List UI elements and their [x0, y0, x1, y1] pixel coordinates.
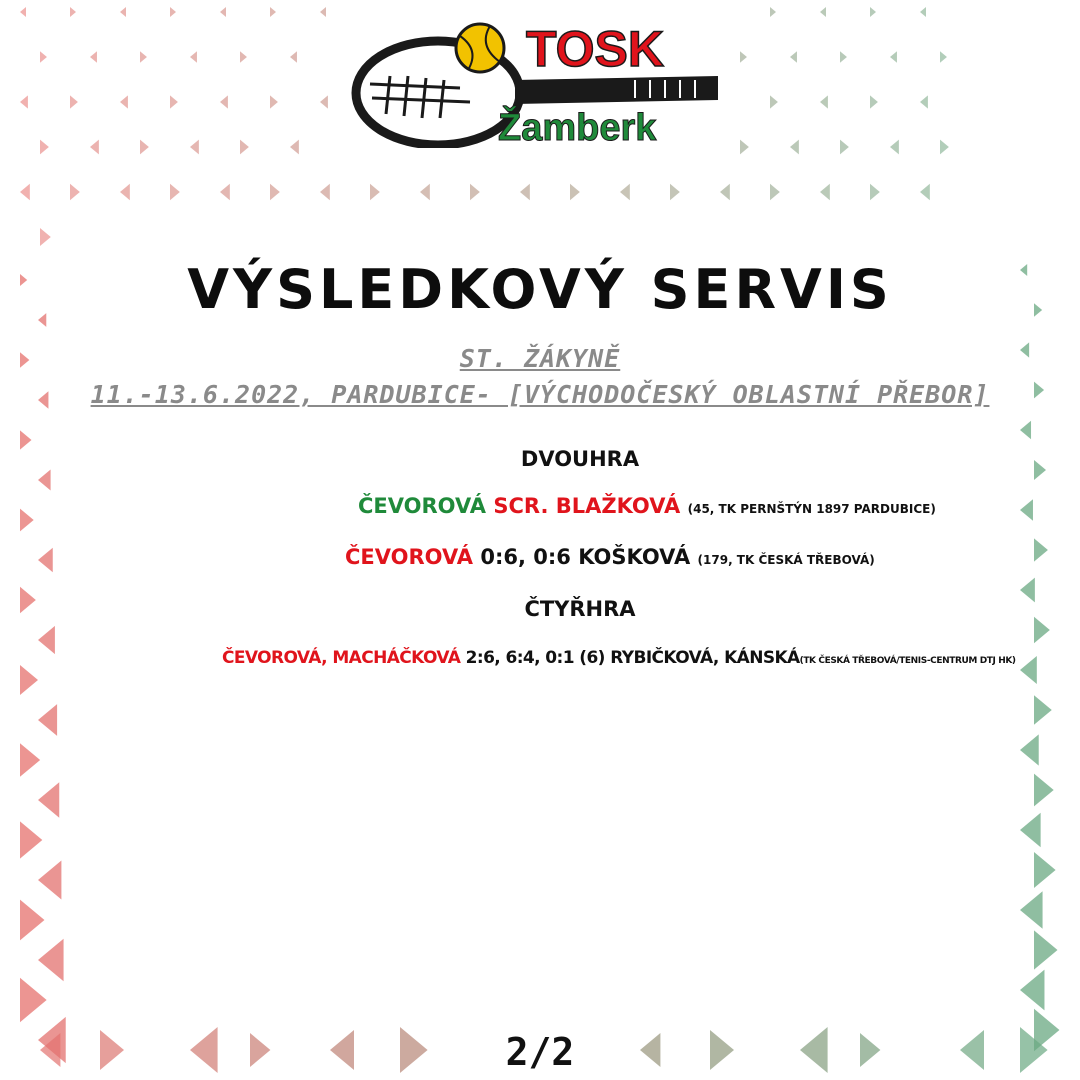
- decor-triangle: [220, 95, 228, 108]
- decor-triangle: [38, 704, 57, 736]
- category-subtitle: ST. ŽÁKYNĚ: [459, 344, 621, 373]
- decor-triangle: [670, 184, 680, 200]
- decor-triangle: [740, 51, 747, 63]
- match-opponents: RYBIČKOVÁ, KÁNSKÁ: [610, 648, 800, 668]
- match-opponent: KOŠKOVÁ: [578, 545, 691, 569]
- decor-triangle: [90, 140, 99, 155]
- decor-triangle: [20, 430, 32, 449]
- decor-triangle: [1020, 499, 1033, 521]
- decor-triangle: [820, 95, 828, 108]
- decor-triangle: [40, 140, 49, 155]
- decor-triangle: [240, 51, 247, 63]
- decor-triangle: [320, 184, 330, 200]
- decor-triangle: [70, 184, 80, 200]
- decor-triangle: [520, 184, 530, 200]
- match-result: 0:6, 0:6: [480, 545, 571, 569]
- decor-triangle: [420, 184, 430, 200]
- decor-triangle: [1020, 970, 1044, 1011]
- decor-triangle: [120, 7, 126, 17]
- decor-triangle: [1020, 813, 1041, 847]
- decor-triangle: [840, 140, 849, 155]
- decor-triangle: [20, 978, 47, 1022]
- decor-triangle: [20, 743, 40, 777]
- decor-triangle: [40, 228, 51, 246]
- decor-triangle: [870, 184, 880, 200]
- decor-triangle: [920, 184, 930, 200]
- match-player: ČEVOROVÁ: [358, 494, 487, 518]
- decor-triangle: [820, 184, 830, 200]
- logo-name: TOSK: [526, 21, 664, 77]
- decor-triangle: [920, 7, 926, 17]
- decor-triangle: [1034, 852, 1056, 888]
- decor-triangle: [20, 900, 44, 941]
- decor-triangle: [90, 51, 97, 63]
- decor-triangle: [270, 184, 280, 200]
- singles-match-2: [345, 545, 875, 569]
- decor-triangle: [1034, 774, 1054, 807]
- opponent-info: (179, TK ČESKÁ TŘEBOVÁ): [697, 553, 875, 567]
- decor-triangle: [790, 140, 799, 155]
- decor-triangle: [120, 95, 128, 108]
- decor-triangle: [470, 184, 480, 200]
- logo-town: Žamberk: [498, 107, 657, 148]
- decor-triangle: [140, 51, 147, 63]
- decor-triangle: [1020, 891, 1043, 929]
- page-title: VÝSLEDKOVÝ SERVIS: [187, 258, 893, 321]
- decor-triangle: [720, 184, 730, 200]
- match-result: SCR.: [493, 494, 549, 518]
- match-players: ČEVOROVÁ, MACHÁČKOVÁ: [222, 648, 461, 668]
- decor-triangle: [890, 51, 897, 63]
- decor-triangle: [320, 7, 326, 17]
- decor-triangle: [940, 140, 949, 155]
- decor-triangle: [1034, 930, 1058, 969]
- decor-triangle: [270, 7, 276, 17]
- decor-triangle: [570, 184, 580, 200]
- decor-triangle: [1020, 421, 1031, 439]
- decor-triangle: [220, 7, 226, 17]
- decor-triangle: [170, 7, 176, 17]
- decor-triangle: [1034, 538, 1048, 561]
- decor-triangle: [920, 95, 928, 108]
- match-result: 2:6, 6:4, 0:1 (6): [465, 648, 605, 668]
- decor-triangle: [940, 51, 947, 63]
- decor-triangle: [38, 861, 61, 900]
- decor-triangle: [20, 509, 34, 532]
- decor-triangle: [890, 140, 899, 155]
- doubles-match-1: [222, 648, 1016, 668]
- decor-triangle: [190, 51, 197, 63]
- decor-triangle: [38, 548, 53, 573]
- decor-triangle: [770, 7, 776, 17]
- decor-triangle: [320, 95, 328, 108]
- decor-triangle: [38, 470, 51, 491]
- decor-triangle: [190, 140, 199, 155]
- decor-triangle: [370, 184, 380, 200]
- decor-triangle: [120, 184, 130, 200]
- opponent-info: (45, TK PERNŠTÝN 1897 PARDUBICE): [687, 502, 936, 516]
- match-player: ČEVOROVÁ: [345, 545, 474, 569]
- decor-triangle: [790, 51, 797, 63]
- singles-match-1: [358, 494, 936, 518]
- decor-triangle: [1020, 734, 1039, 765]
- decor-triangle: [870, 7, 876, 17]
- decor-triangle: [20, 95, 28, 108]
- decor-triangle: [20, 665, 38, 695]
- decor-triangle: [770, 184, 780, 200]
- decor-triangle: [290, 140, 299, 155]
- decor-triangle: [770, 95, 778, 108]
- decor-triangle: [1034, 695, 1052, 725]
- decor-triangle: [220, 184, 230, 200]
- decor-triangle: [38, 782, 59, 817]
- decor-triangle: [38, 939, 64, 982]
- decor-triangle: [20, 587, 36, 613]
- opponents-info: (TK ČESKÁ TŘEBOVÁ/TENIS-CENTRUM DTJ HK): [799, 656, 1016, 666]
- decor-triangle: [1020, 656, 1037, 684]
- decor-triangle: [620, 184, 630, 200]
- decor-triangle: [820, 7, 826, 17]
- decor-triangle: [290, 51, 297, 63]
- decor-triangle: [38, 626, 55, 654]
- decor-triangle: [140, 140, 149, 155]
- tosk-zamberk-logo: [350, 18, 730, 148]
- event-subtitle: 11.-13.6.2022, PARDUBICE- [VÝCHODOČESKÝ OBLASTNÍ PŘEBOR]: [90, 380, 990, 409]
- decor-triangle: [40, 51, 47, 63]
- decor-triangle: [70, 95, 78, 108]
- singles-heading: DVOUHRA: [520, 447, 640, 471]
- decor-triangle: [270, 95, 278, 108]
- page-indicator: 2/2: [505, 1030, 575, 1074]
- decor-triangle: [20, 821, 42, 858]
- decor-triangle: [20, 7, 26, 17]
- decor-triangle: [740, 140, 749, 155]
- decor-triangle: [870, 95, 878, 108]
- decor-triangle: [240, 140, 249, 155]
- decor-triangle: [20, 184, 30, 200]
- doubles-heading: ČTYŘHRA: [524, 597, 636, 621]
- decor-triangle: [170, 95, 178, 108]
- decor-triangle: [840, 51, 847, 63]
- decor-triangle: [170, 184, 180, 200]
- decor-triangle: [70, 7, 76, 17]
- match-opponent: BLAŽKOVÁ: [555, 494, 681, 518]
